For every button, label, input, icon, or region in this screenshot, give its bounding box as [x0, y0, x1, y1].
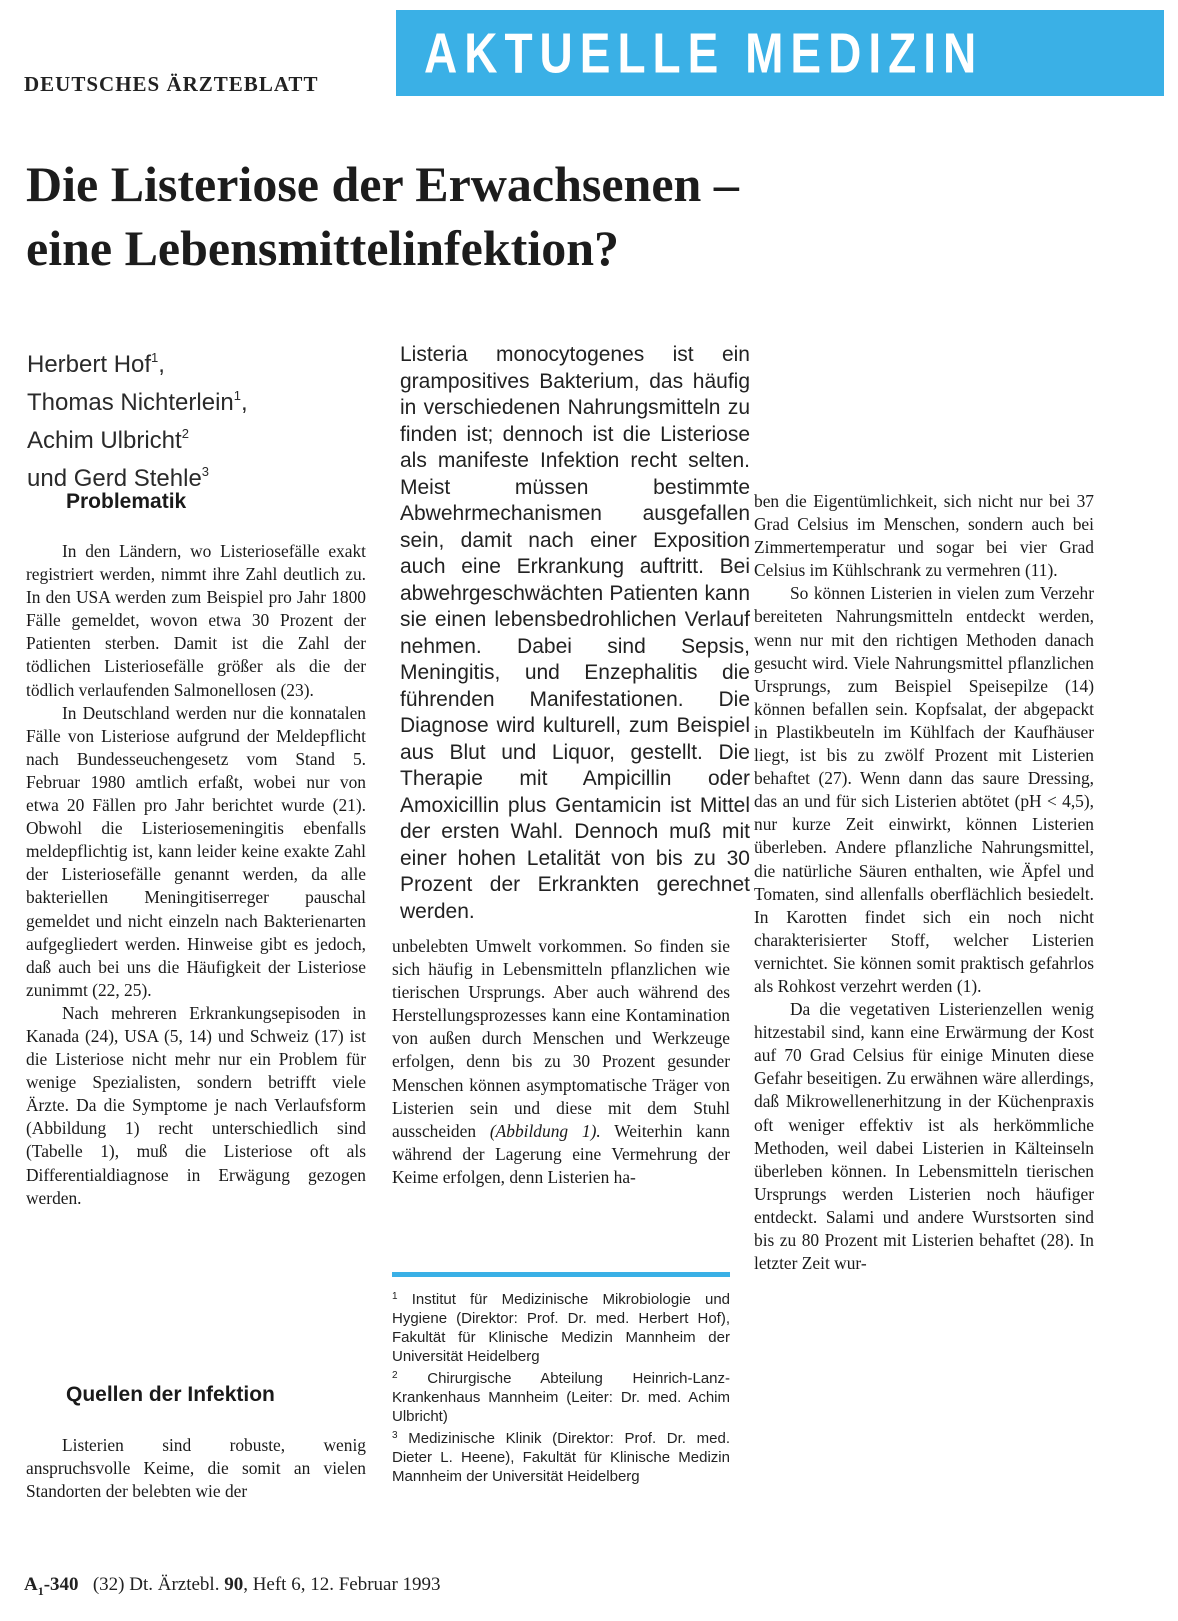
paragraph: Listerien sind robuste, wenig anspruchsvolle Keime, die somit an vielen Standorten der belebten wie der: [26, 1435, 366, 1502]
footnote: $^2$ Chirurgische Abteilung Heinrich-Lanz-Krankenhaus Mannheim (Leiter: Dr. med. Achim Ulbricht): [392, 1370, 731, 1425]
column-3: [754, 490, 1094, 1275]
column-2: [392, 935, 730, 1189]
section-heading-problematik: Problematik: [66, 490, 187, 513]
author: Herbert Hof$^1$,: [27, 350, 165, 378]
author-list: [27, 342, 357, 494]
author: Achim Ulbricht$^2$: [27, 426, 189, 454]
title-line-1: Die Listeriose der Erwachsenen –: [26, 156, 739, 212]
journal-name: DEUTSCHES ÄRZTEBLATT: [24, 72, 319, 96]
citation: (32) Dt. Ärztebl. 90, Heft 6, 12. Februar 1993: [92, 1574, 441, 1595]
footnote: $^1$ Institut für Medizinische Mikrobiologie und Hygiene (Direktor: Prof. Dr. med. Herbert Hof), Fakultät für Klinische Medizin Mannheim der Universität Heidelberg: [392, 1291, 731, 1365]
page-number: $A_1-340$: [24, 1574, 79, 1598]
title-line-2: eine Lebensmittelinfektion?: [26, 220, 620, 276]
paragraph: Nach mehreren Erkrankungsepisoden in Kanada (24), USA (5, 14) und Schweiz (17) ist die Listeriose nicht mehr nur ein Problem für wenige Spezialisten, sondern betrifft viele Ärzte. Da die Symptome je nach Verlaufsform (Abbildung 1) recht unterschiedlich sind (Tabelle 1), muß die Listeriose oft als Differentialdiagnose in Erwägung gezogen werden.: [26, 1002, 366, 1208]
column-1-continued: [26, 1434, 366, 1503]
section-heading-quellen: Quellen der Infektion: [66, 1383, 275, 1406]
article-title: [26, 152, 1156, 280]
column-1: [26, 540, 366, 1210]
section-title: AKTUELLE MEDIZIN: [424, 21, 984, 85]
footnote: $^3$ Medizinische Klinik (Direktor: Prof. Dr. med. Dieter L. Heene), Fakultät für Klinische Medizin Mannheim der Universität Heidelberg: [392, 1430, 730, 1485]
page-footer: [24, 1574, 441, 1599]
paragraph: In Deutschland werden nur die konnatalen Fälle von Listeriose aufgrund der Meldepflicht nach Bundesseuchengesetz vom Stand 5. Februar 1980 amtlich erfaßt, wobei nur von etwa 20 Fällen pro Jahr berichtet wurde (21). Obwohl die Listeriosemeningitis ebenfalls meldepflichtig ist, kann leider keine exakte Zahl der Listeriosefälle genannt werden, da alle bakteriellen Meningitiserreger pauschal gemeldet und nicht einzeln nach Bakterienarten aufgegliedert werden. Hinweise gibt es jedoch, daß auch bei uns die Häufigkeit der Listeriose zunimmt (22, 25).: [26, 702, 366, 1000]
author: und Gerd Stehle$^3$: [27, 464, 210, 492]
affiliations: [392, 1287, 730, 1486]
paragraph: unbelebten Umwelt vorkommen. So finden sie sich häufig in Lebensmitteln pflanzlichen wie tierischen Ursprungs. Aber auch während des Herstellungsprozesses kann eine Kontamination von außen durch Menschen und Werkzeuge erfolgen, denn bis zu 30 Prozent gesunder Menschen können asymptomatische Träger von Listerien sein und diese mit dem Stuhl ausscheiden (Abbildung 1). Weiterhin kann während der Lagerung eine Vermehrung der Keime erfolgen, denn Listerien ha-: [392, 936, 731, 1187]
section-banner: [396, 10, 1164, 96]
paragraph: ben die Eigentümlichkeit, sich nicht nur bei 37 Grad Celsius im Menschen, sondern auch bei Zimmertemperatur und sogar bei vier Grad Celsius im Kühlschrank zu vermehren (11).: [754, 491, 1094, 581]
author: Thomas Nichterlein$^1$,: [27, 388, 248, 416]
paragraph: In den Ländern, wo Listeriosefälle exakt registriert werden, nimmt ihre Zahl deutlich zu. In den USA werden zum Beispiel pro Jahr 1800 Fälle gemeldet, wovon etwa 30 Prozent der Patienten sterben. Damit ist die Zahl der tödlichen Listeriosefälle größer als die der tödlich verlaufenden Salmonellosen (23).: [26, 541, 366, 700]
footnote-rule: [392, 1272, 730, 1277]
abstract: Listeria monocytogenes ist ein grampositives Bakterium, das häufig in verschiedenen Nahrungsmitteln zu finden ist; dennoch ist die Listeriose als manifeste Infektion recht selten. Meist müssen bestimmte Abwehrmechanismen ausgefallen sein, damit nach einer Exposition auch eine Erkrankung auftritt. Bei abwehrgeschwächten Patienten kann sie einen lebensbedrohlichen Verlauf nehmen. Dabei sind Sepsis, Meningitis, und Enzephalitis die führenden Manifestationen. Die Diagnose wird kulturell, zum Beispiel aus Blut und Liquor, gestellt. Die Therapie mit Ampicillin oder Amoxicillin plus Gentamicin ist Mittel der ersten Wahl. Dennoch muß mit einer hohen Letalität von bis zu 30 Prozent der Erkrankten gerechnet werden.: [400, 343, 750, 923]
paragraph: So können Listerien in vielen zum Verzehr bereiteten Nahrungsmitteln entdeckt werden, wenn nur mit den richtigen Methoden danach gesucht wird. Viele Nahrungsmittel pflanzlichen Ursprungs, zum Beispiel Speisepilze (14) können befallen sein. Kopfsalat, der abgepackt in Plastikbeuteln im Kühlfach der Kaufhäuser liegt, ist bis zu zwölf Prozent mit Listerien behaftet (27). Wenn dann das saure Dressing, das an und für sich Listerien abtötet (pH < 4,5), nur kurze Zeit einwirkt, können Listerien überleben. Andere pflanzliche Nahrungsmittel, die natürliche Säuren enthalten, wie Äpfel und Tomaten, sind allenfalls oberflächlich besiedelt. In Karotten findet sich ein noch nicht charakterisierter Stoff, welcher Listerien vernichtet. Sie können somit praktisch gefahrlos als Rohkost verzehrt werden (1).: [754, 583, 1094, 996]
paragraph: Da die vegetativen Listerienzellen wenig hitzestabil sind, kann eine Erwärmung der Kost auf 70 Grad Celsius für einige Minuten diese Gefahr beseitigen. Zu erwähnen wäre allerdings, daß Mikrowellenerhitzung in der Küchenpraxis oft weniger effektiv ist als herkömmliche Methoden, weil dabei Listerien in Kälteinseln überleben können. In Lebensmitteln tierischen Ursprungs werden Listerien noch häufiger entdeckt. Salami und andere Wurstsorten sind bis zu 80 Prozent mit Listerien behaftet (28). In letzter Zeit wur-: [754, 999, 1094, 1274]
